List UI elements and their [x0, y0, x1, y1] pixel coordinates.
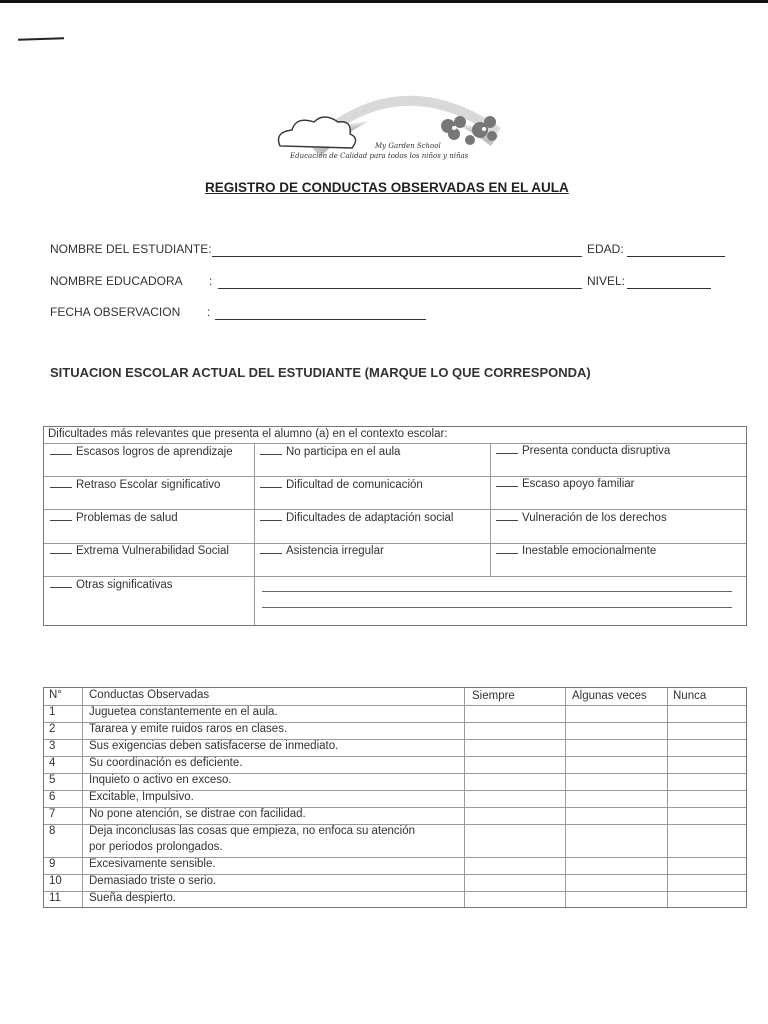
col-header-always: Siempre — [472, 690, 515, 702]
checkbox-item[interactable]: Vulneración de los derechos — [496, 512, 667, 524]
row-number: 1 — [49, 706, 56, 718]
date-label: FECHA OBSERVACION — [50, 305, 181, 319]
educator-name-label: NOMBRE EDUCADORA — [50, 274, 183, 288]
row-number: 10 — [49, 875, 62, 887]
col-header-never: Nunca — [673, 690, 707, 702]
row-behavior: Juguetea constantemente en el aula. — [89, 706, 278, 718]
row-behavior: Sueña despierto. — [89, 892, 176, 904]
checkbox-item[interactable]: Dificultad de comunicación — [260, 479, 423, 491]
checkbox-item[interactable]: Inestable emocionalmente — [496, 545, 656, 557]
row-number: 11 — [49, 892, 61, 904]
date-colon: : — [207, 305, 211, 319]
col-header-behavior: Conductas Observadas — [89, 689, 210, 701]
educator-name-line[interactable] — [218, 288, 582, 289]
row-behavior: Inquieto o activo en exceso. — [89, 774, 232, 786]
difficulties-table — [43, 426, 747, 626]
row-number: 3 — [49, 740, 56, 752]
top-border — [0, 0, 768, 3]
other-write-line[interactable] — [262, 607, 732, 608]
checkbox-item[interactable]: No participa en el aula — [260, 446, 400, 458]
row-number: 8 — [49, 825, 56, 837]
row-behavior: Su coordinación es deficiente. — [89, 757, 243, 769]
col-header-number: N° — [49, 689, 62, 701]
age-line[interactable] — [627, 256, 725, 257]
student-name-line[interactable] — [212, 256, 582, 257]
row-number: 9 — [49, 858, 56, 870]
checkbox-item[interactable]: Problemas de salud — [50, 512, 178, 524]
row-behavior: Excitable, Impulsivo. — [89, 791, 194, 803]
row-number: 2 — [49, 723, 56, 735]
row-number: 4 — [49, 757, 56, 769]
checkbox-item[interactable]: Asistencia irregular — [260, 545, 384, 557]
section-title: SITUACION ESCOLAR ACTUAL DEL ESTUDIANTE (MARQUE LO QUE CORRESPONDA) — [50, 365, 591, 380]
row-behavior: Deja inconclusas las cosas que empieza, no enfoca su atención — [89, 825, 416, 837]
row-number: 5 — [49, 774, 56, 786]
checkbox-item[interactable]: Escasos logros de aprendizaje — [50, 446, 233, 458]
col-header-sometimes: Algunas veces — [572, 690, 647, 702]
age-label: EDAD: — [587, 242, 624, 256]
checkbox-item[interactable]: Escaso apoyo familiar — [496, 478, 635, 490]
logo-motto: Educación de Calidad para todos los niños y niñas — [290, 152, 469, 160]
row-behavior: Excesivamente sensible. — [89, 858, 216, 870]
date-line[interactable] — [215, 319, 426, 320]
row-behavior-continued: por periodos prolongados. — [89, 841, 223, 853]
checkbox-item[interactable]: Otras significativas — [50, 579, 173, 591]
level-line[interactable] — [627, 288, 711, 289]
checkbox-item[interactable]: Dificultades de adaptación social — [260, 512, 454, 524]
row-behavior: Demasiado triste o serio. — [89, 875, 217, 887]
document-title: REGISTRO DE CONDUCTAS OBSERVADAS EN EL AULA — [205, 180, 569, 195]
row-behavior: Tararea y emite ruidos raros en clases. — [89, 723, 288, 735]
student-name-label: NOMBRE DEL ESTUDIANTE: — [50, 242, 212, 256]
logo-school-name: My Garden School — [375, 142, 441, 150]
other-write-line[interactable] — [262, 591, 732, 592]
level-label: NIVEL: — [587, 274, 626, 288]
row-number: 6 — [49, 791, 56, 803]
checkbox-item[interactable]: Extrema Vulnerabilidad Social — [50, 545, 229, 557]
row-number: 7 — [49, 808, 56, 820]
difficulties-header: Dificultades más relevantes que presenta el alumno (a) en el contexto escolar: — [48, 428, 448, 440]
behaviors-table — [43, 687, 747, 908]
row-behavior: No pone atención, se distrae con facilidad. — [89, 808, 306, 820]
educator-colon: : — [209, 274, 213, 288]
checkbox-item[interactable]: Retraso Escolar significativo — [50, 479, 220, 491]
checkbox-item[interactable]: Presenta conducta disruptiva — [496, 445, 670, 457]
pen-mark — [18, 37, 64, 41]
row-behavior: Sus exigencias deben satisfacerse de inmediato. — [89, 740, 339, 752]
